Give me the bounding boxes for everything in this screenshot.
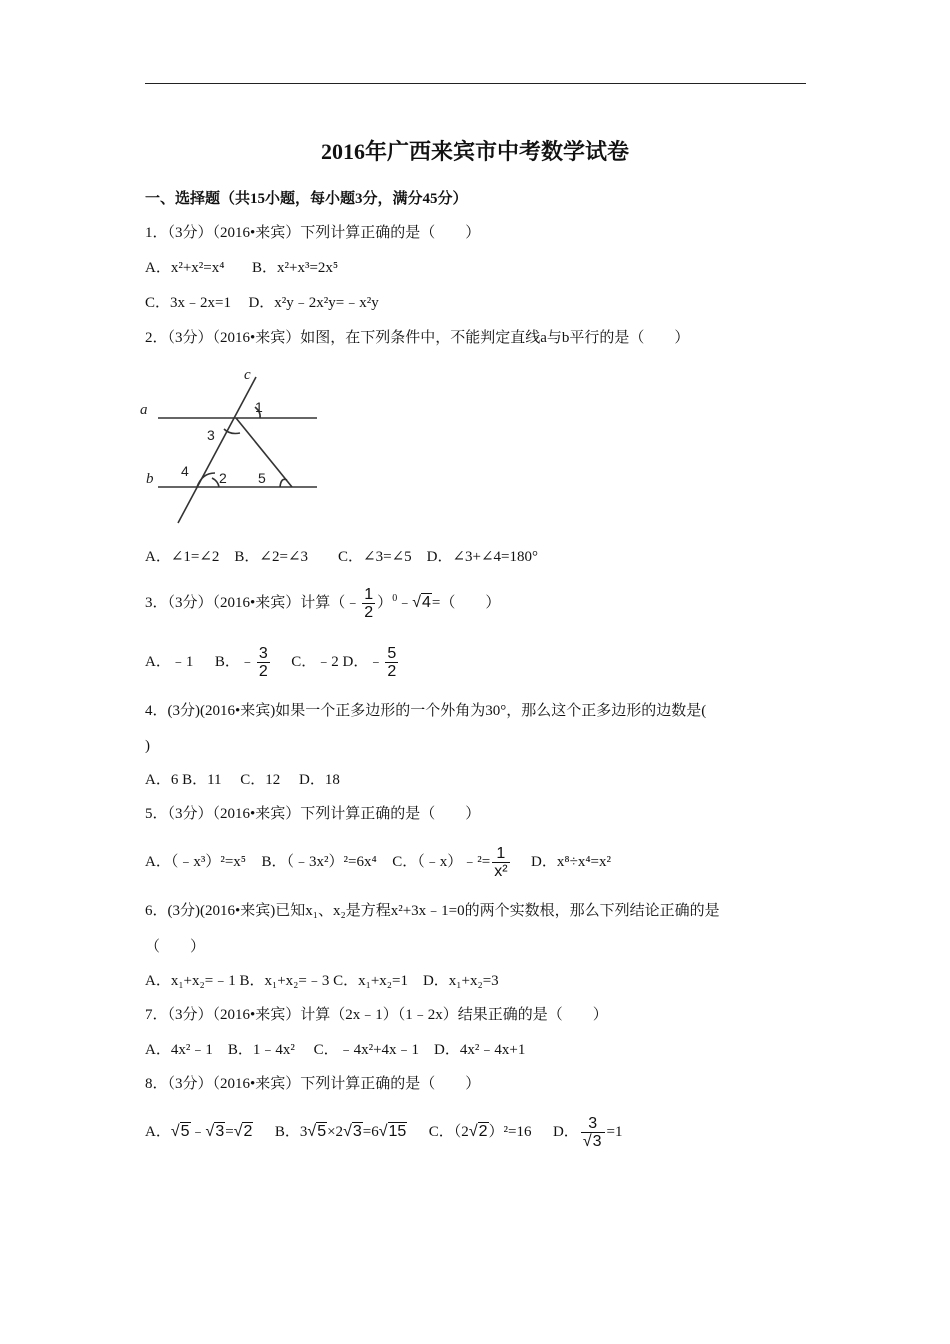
q5-option-d: D．x⁸÷x⁴=x² <box>531 854 612 870</box>
header-rule <box>145 83 806 84</box>
q8-c-sqrt: √2 <box>468 1123 488 1140</box>
question-6-options: A．x₁+x₂=﹣1 B．x₁+x₂=﹣3 C．x₁+x₂=1 D．x₁+x₂=3 <box>145 973 499 989</box>
question-1-stem: 1．（3分）（2016•来宾）下列计算正确的是（ ） <box>145 225 481 241</box>
question-7-stem: 7．（3分）（2016•来宾）计算（2x﹣1）（1﹣2x）结果正确的是（ ） <box>145 1007 608 1023</box>
question-1-options-ab <box>145 258 338 278</box>
q3-option-a: A．﹣1 <box>145 654 194 670</box>
q1-option-d: D．x²y﹣2x²y=﹣x²y <box>248 295 379 311</box>
q8-a-sqrt-3: √2 <box>233 1123 253 1140</box>
q1-option-c: C．3x﹣2x=1 <box>145 295 231 311</box>
question-6-stem-cont: （ ） <box>145 939 206 955</box>
question-4-stem: 4．(3分)(2016•来宾)如果一个正多边形的一个外角为30°，那么这个正多边形的边数是( <box>145 703 707 719</box>
q8-b-sqrt-3: √15 <box>378 1123 407 1140</box>
q8-b-sqrt-2: √3 <box>343 1123 362 1140</box>
parallel-lines-diagram <box>140 365 330 530</box>
q5-option-b: B．（﹣3x²）²=6x⁴ <box>261 854 377 870</box>
q3-sqrt: √4 <box>412 594 431 611</box>
page-title: 2016年广西来宾市中考数学试卷 <box>320 139 629 164</box>
label-angle-4: 4 <box>181 463 189 479</box>
label-line-c: c <box>244 367 251 383</box>
label-angle-1: 1 <box>255 399 263 415</box>
label-line-b: b <box>146 471 154 487</box>
q1-option-a: A．x²+x²=x⁴ <box>145 260 225 276</box>
q3-option-d-fraction: $\frac{5}{2}$ <box>387 645 397 681</box>
label-line-a: a <box>140 402 148 418</box>
angle-2-arc <box>212 478 219 487</box>
q8-option-d-fraction: $\frac{3}{√3}$ <box>581 1115 605 1150</box>
question-4-options: A．6 B．11 C．12 D．18 <box>145 772 340 788</box>
q1-option-b: B．x²+x³=2x⁵ <box>251 260 339 276</box>
q8-b-sqrt-1: √5 <box>307 1123 327 1140</box>
question-2-options: A．∠1=∠2 B．∠2=∠3 C．∠3=∠5 D．∠3+∠4=180° <box>145 549 539 565</box>
line-c <box>178 377 256 523</box>
parallel-lines-figure <box>140 365 330 535</box>
q5-option-a: A．（﹣x³）²=x⁵ <box>145 854 247 870</box>
label-angle-2: 2 <box>219 470 227 486</box>
question-7-options: A．4x²﹣1 B．1﹣4x² C．﹣4x²+4x﹣1 D．4x²﹣4x+1 <box>145 1042 526 1058</box>
question-8-options: A．√5﹣√3=√2 B．3√5×2√3=6√15 C．（2√2）²=16 D． $\frac{3}{√3}$ =1 <box>145 1115 623 1151</box>
question-3-options: A．﹣1 B．﹣ $\frac{3}{2}$ C．﹣2 D．﹣ $\frac{5}{2}$ <box>145 645 397 681</box>
question-2-stem: 2．（3分）（2016•来宾）如图，在下列条件中，不能判定直线a与b平行的是（ ） <box>145 330 690 346</box>
angle-4-arc <box>197 473 215 487</box>
q5-option-c-fraction: $\frac{1}{\text{x²}}$ <box>494 845 508 881</box>
question-4-stem-cont: ) <box>145 738 150 754</box>
q3-fraction: $\frac{1}{2}$ <box>364 586 374 622</box>
question-1-options-cd <box>145 293 379 313</box>
question-8-stem: 8．（3分）（2016•来宾）下列计算正确的是（ ） <box>145 1076 481 1092</box>
q8-a-sqrt-1: √5 <box>170 1123 190 1140</box>
q3-option-b-fraction: $\frac{3}{2}$ <box>258 645 268 681</box>
question-3-stem: 3．（3分）（2016•来宾）计算（﹣ $\frac{1}{2}$ ）$^0$﹣√4=（ ） <box>145 586 501 622</box>
section-heading: 一、选择题（共15小题，每小题3分，满分45分） <box>145 191 468 207</box>
q3-option-c: C．﹣2 <box>291 654 339 670</box>
label-angle-5: 5 <box>258 470 266 486</box>
q8-a-sqrt-2: √3 <box>205 1123 225 1140</box>
question-6-stem: 6．(3分)(2016•来宾)已知x₁、x₂是方程x²+3x﹣1=0的两个实数根，那么下列结论正确的是 <box>145 903 720 919</box>
label-angle-3: 3 <box>207 427 215 443</box>
question-5-options: A．（﹣x³）²=x⁵ B．（﹣3x²）²=6x⁴ C．（﹣x）﹣²= $\frac{1}{\text{x²}}$ D．x⁸÷x⁴=x² <box>145 845 612 881</box>
question-5-stem: 5．（3分）（2016•来宾）下列计算正确的是（ ） <box>145 806 481 822</box>
